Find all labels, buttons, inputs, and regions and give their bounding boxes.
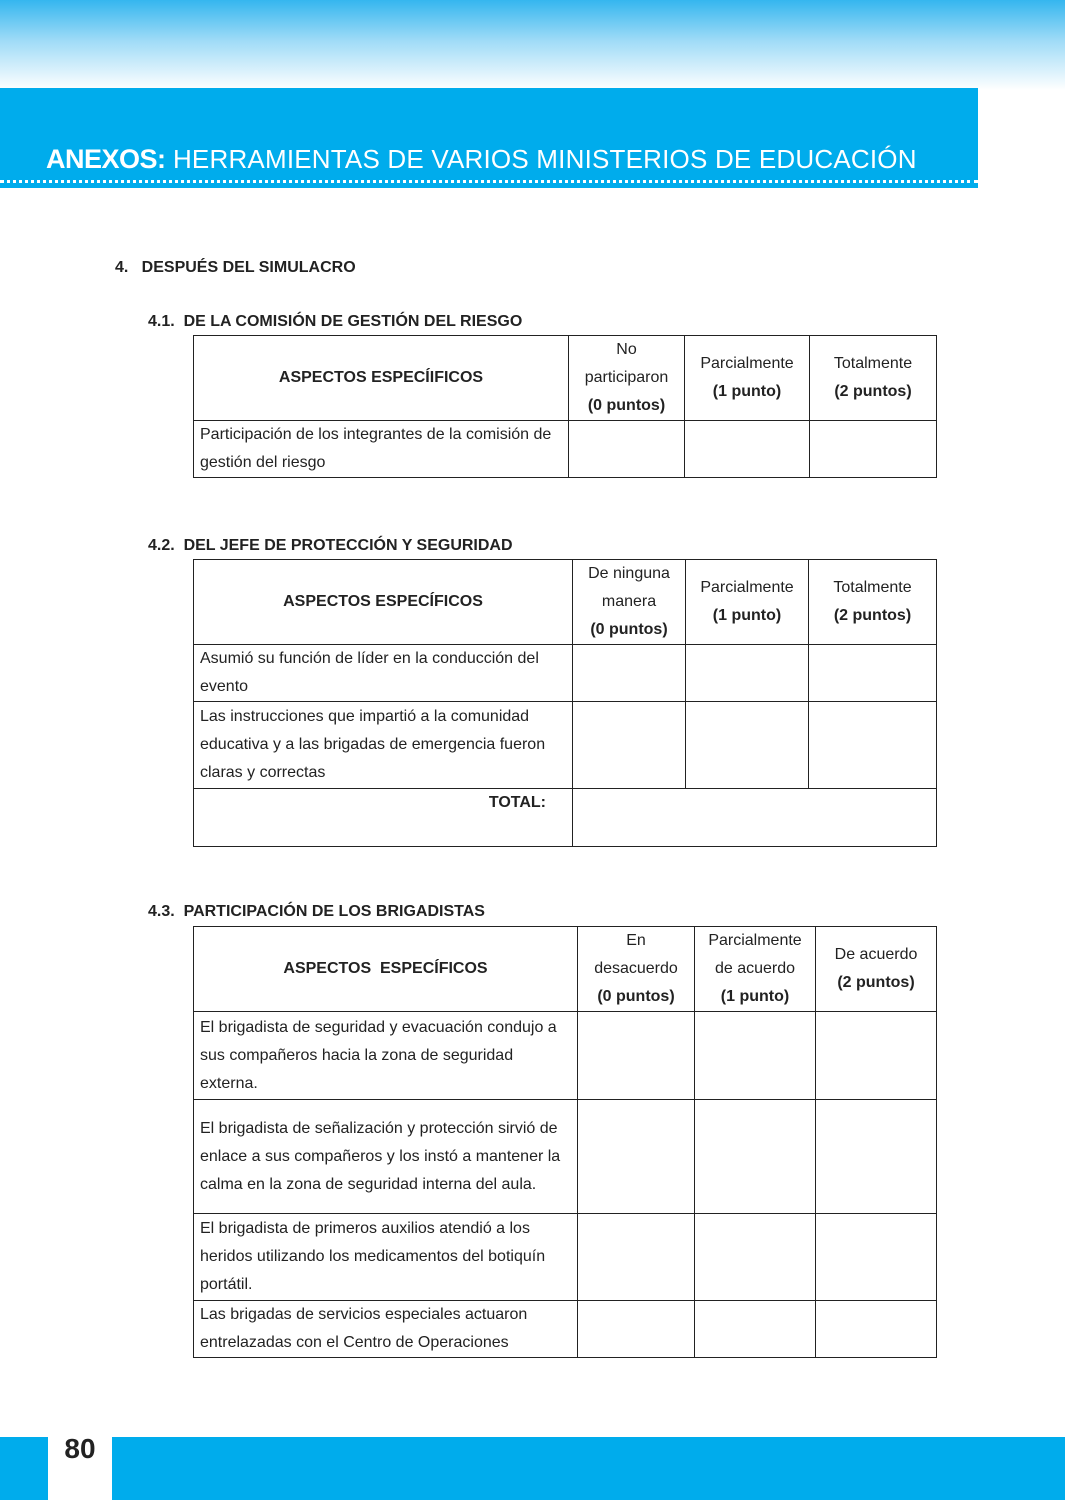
table2-total-label: TOTAL: (194, 789, 573, 847)
table3-col-parcialmente-de-acuerdo (695, 927, 816, 1012)
table1-col-no-participaron (569, 336, 685, 421)
table3-col2-points: (1 punto) (720, 988, 790, 1005)
table2-col-totalmente (809, 560, 937, 645)
table3-row3-cell-0[interactable] (578, 1214, 695, 1301)
table2-row1-cell-1[interactable] (686, 645, 809, 702)
table2-row2-cell-1[interactable] (686, 702, 809, 789)
table3 (193, 926, 937, 1358)
table3-row1-cell-2[interactable] (816, 1012, 937, 1100)
header-title-rest: HERRAMIENTAS DE VARIOS MINISTERIOS DE EDUCACIÓN (165, 144, 917, 174)
table2-col3-points: (2 puntos) (833, 607, 912, 624)
table2-row2-cell-2[interactable] (809, 702, 937, 789)
table1-row1-aspect: Participación de los integrantes de la comisión de gestión del riesgo (194, 421, 569, 478)
table3-col-de-acuerdo (816, 927, 937, 1012)
table3-header-row (194, 927, 937, 1012)
table2-title: 4.2. DEL JEFE DE PROTECCIÓN Y SEGURIDAD (148, 537, 513, 554)
table2-col2-label: Parcialmente (700, 579, 794, 596)
table3-row1-aspect: El brigadista de seguridad y evacuación condujo a sus compañeros hacia la zona de seguridad externa. (194, 1012, 578, 1100)
table1 (193, 335, 937, 478)
table-row (194, 1214, 937, 1301)
table2-col-de-ninguna-manera (573, 560, 686, 645)
table-row (194, 1100, 937, 1214)
table2-col-aspect: ASPECTOS ESPECÍFICOS (194, 560, 573, 645)
header-dotted-divider (0, 180, 978, 183)
table3-col-en-desacuerdo (578, 927, 695, 1012)
table2-row1-aspect: Asumió su función de líder en la conducción del evento (194, 645, 573, 702)
table1-col2-points: (1 punto) (712, 383, 782, 400)
table3-row2-cell-0[interactable] (578, 1100, 695, 1214)
table3-col1-points: (0 puntos) (597, 988, 675, 1005)
table1-col1-label: No participaron (584, 341, 669, 386)
table3-row4-aspect: Las brigadas de servicios especiales actuaron entrelazadas con el Centro de Operaciones (194, 1301, 578, 1358)
table-row (194, 1301, 937, 1358)
table2-row1-cell-0[interactable] (573, 645, 686, 702)
table2-row2-cell-0[interactable] (573, 702, 686, 789)
header-title-bold: ANEXOS: (46, 144, 166, 174)
table-row (194, 645, 937, 702)
table3-col-aspect: ASPECTOS ESPECÍFICOS (194, 927, 578, 1012)
table3-col3-points: (2 puntos) (837, 974, 915, 991)
table1-col-totalmente (810, 336, 937, 421)
table1-col-aspect: ASPECTOS ESPECÍIFICOS (194, 336, 569, 421)
table3-row2-aspect: El brigadista de señalización y protección sirvió de enlace a sus compañeros y los instó a mantener la calma en la zona de seguridad interna del aula. (194, 1100, 578, 1214)
table2-col2-points: (1 punto) (712, 607, 782, 624)
table2-row1-cell-2[interactable] (809, 645, 937, 702)
table3-col3-label: De acuerdo (834, 946, 918, 963)
table3-col1-label: En desacuerdo (594, 932, 678, 977)
table1-header-row (194, 336, 937, 421)
table1-col2-label: Parcialmente (700, 355, 794, 372)
table2-col-parcialmente (686, 560, 809, 645)
table3-row2-cell-1[interactable] (695, 1100, 816, 1214)
table1-col3-label: Totalmente (833, 355, 913, 372)
table2-col1-points: (0 puntos) (590, 621, 668, 638)
table3-row4-cell-1[interactable] (695, 1301, 816, 1358)
table2 (193, 559, 937, 847)
table3-row2-cell-2[interactable] (816, 1100, 937, 1214)
table2-col3-label: Totalmente (833, 579, 912, 596)
table2-total-row (194, 789, 937, 847)
table-row (194, 421, 937, 478)
table1-row1-cell-1[interactable] (685, 421, 810, 478)
table3-row4-cell-0[interactable] (578, 1301, 695, 1358)
table-row (194, 1012, 937, 1100)
footer-band (0, 1437, 1065, 1500)
table1-col-parcialmente (685, 336, 810, 421)
table2-col1-label: De ninguna manera (588, 565, 670, 610)
table3-row1-cell-0[interactable] (578, 1012, 695, 1100)
table3-title: 4.3. PARTICIPACIÓN DE LOS BRIGADISTAS (148, 903, 485, 920)
table3-row3-aspect: El brigadista de primeros auxilios atendió a los heridos utilizando los medicamentos del botiquín portátil. (194, 1214, 578, 1301)
table3-row1-cell-1[interactable] (695, 1012, 816, 1100)
section-title: 4. DESPUÉS DEL SIMULACRO (115, 259, 356, 276)
table3-col2-label: Parcialmente de acuerdo (708, 932, 802, 977)
page-number: 80 (64, 1433, 96, 1464)
table2-row2-aspect: Las instrucciones que impartió a la comunidad educativa y a las brigadas de emergencia fueron claras y correctas (194, 702, 573, 789)
table1-col3-points: (2 puntos) (834, 383, 912, 400)
page-header-title (46, 144, 917, 175)
table3-row4-cell-2[interactable] (816, 1301, 937, 1358)
table3-row3-cell-1[interactable] (695, 1214, 816, 1301)
table1-row1-cell-2[interactable] (810, 421, 937, 478)
top-gradient-band (0, 0, 1065, 90)
table-row (194, 702, 937, 789)
table2-total-value-cell[interactable] (573, 789, 937, 847)
table1-title: 4.1. DE LA COMISIÓN DE GESTIÓN DEL RIESGO (148, 313, 523, 330)
table1-row1-cell-0[interactable] (569, 421, 685, 478)
table3-row3-cell-2[interactable] (816, 1214, 937, 1301)
table2-header-row (194, 560, 937, 645)
table1-col1-points: (0 puntos) (587, 397, 666, 414)
